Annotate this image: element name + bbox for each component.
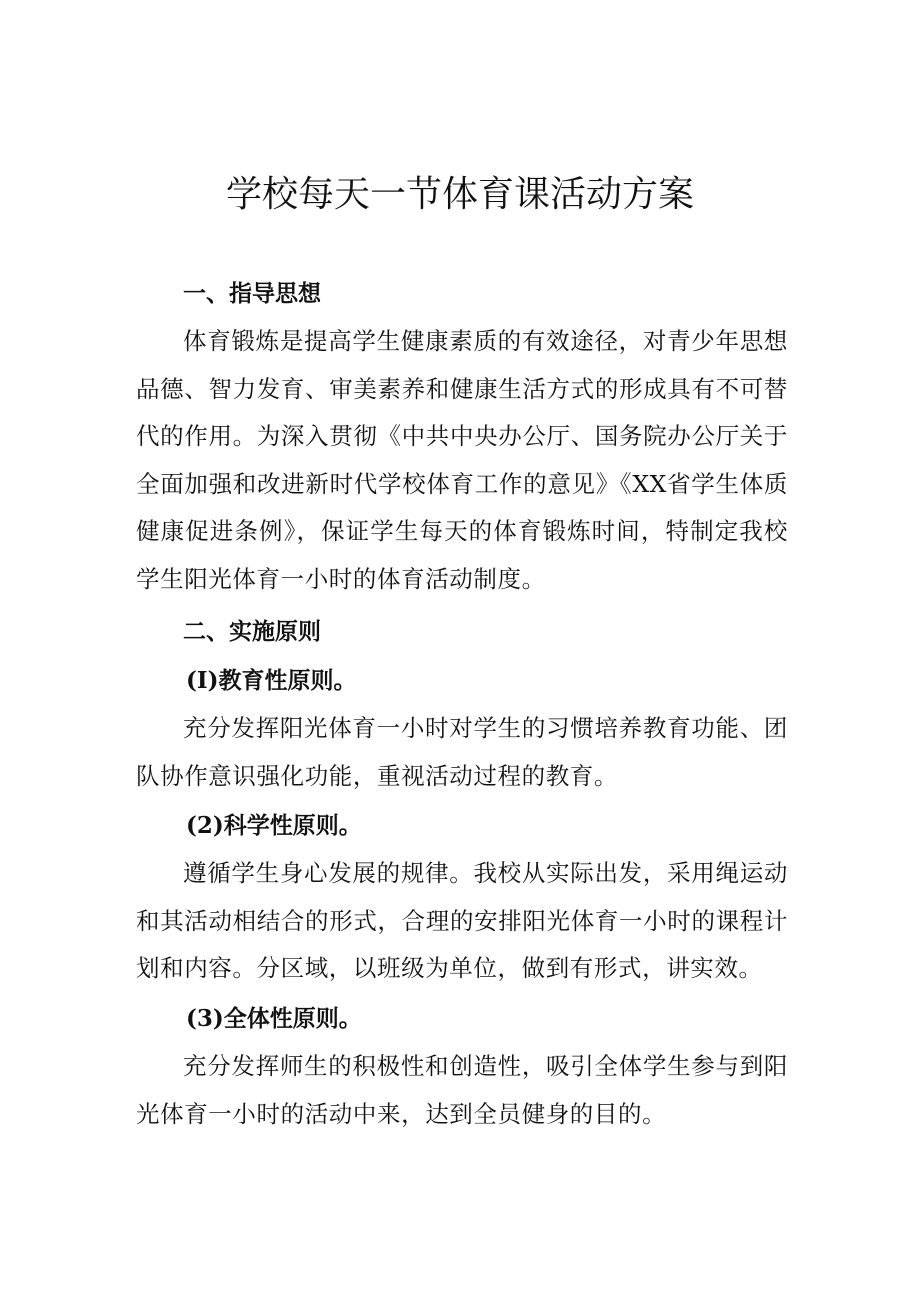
- principle-label-scientific: (2)科学性原则。: [186, 812, 362, 839]
- section-heading-implementation-principles: 二、实施原则: [183, 619, 321, 645]
- principle-label-educational: (I)教育性原则。: [186, 667, 357, 694]
- document-title: 学校每天一节体育课活动方案: [225, 174, 694, 215]
- principle-paragraph-educational: 充分发挥阳光体育一小时对学生的习惯培养教育功能、团队协作意识强化功能，重视活动过程的教育。: [136, 714, 788, 790]
- principle-paragraph-inclusive: 充分发挥师生的积极性和创造性，吸引全体学生参与到阳光体育一小时的活动中来，达到全员健身的目的。: [136, 1052, 788, 1128]
- section-heading-guiding-ideology: 一、指导思想: [183, 281, 321, 307]
- section-paragraph-guiding-ideology: 体育锻炼是提高学生健康素质的有效途径，对青少年思想品德、智力发育、审美素养和健康生活方式的形成具有不可替代的作用。为深入贯彻《中共中央办公厅、国务院办公厅关于全面加强和改进新时代学校体育工作的意见》《XX省学生体质健康促进条例》，保证学生每天的体育锻炼时间，特制定我校学生阳光体育一小时的体育活动制度。: [136, 327, 788, 593]
- principle-paragraph-scientific: 遵循学生身心发展的规律。我校从实际出发，采用绳运动和其活动相结合的形式，合理的安排阳光体育一小时的课程计划和内容。分区域，以班级为单位，做到有形式，讲实效。: [136, 859, 788, 982]
- principle-label-inclusive: (3)全体性原则。: [186, 1005, 362, 1032]
